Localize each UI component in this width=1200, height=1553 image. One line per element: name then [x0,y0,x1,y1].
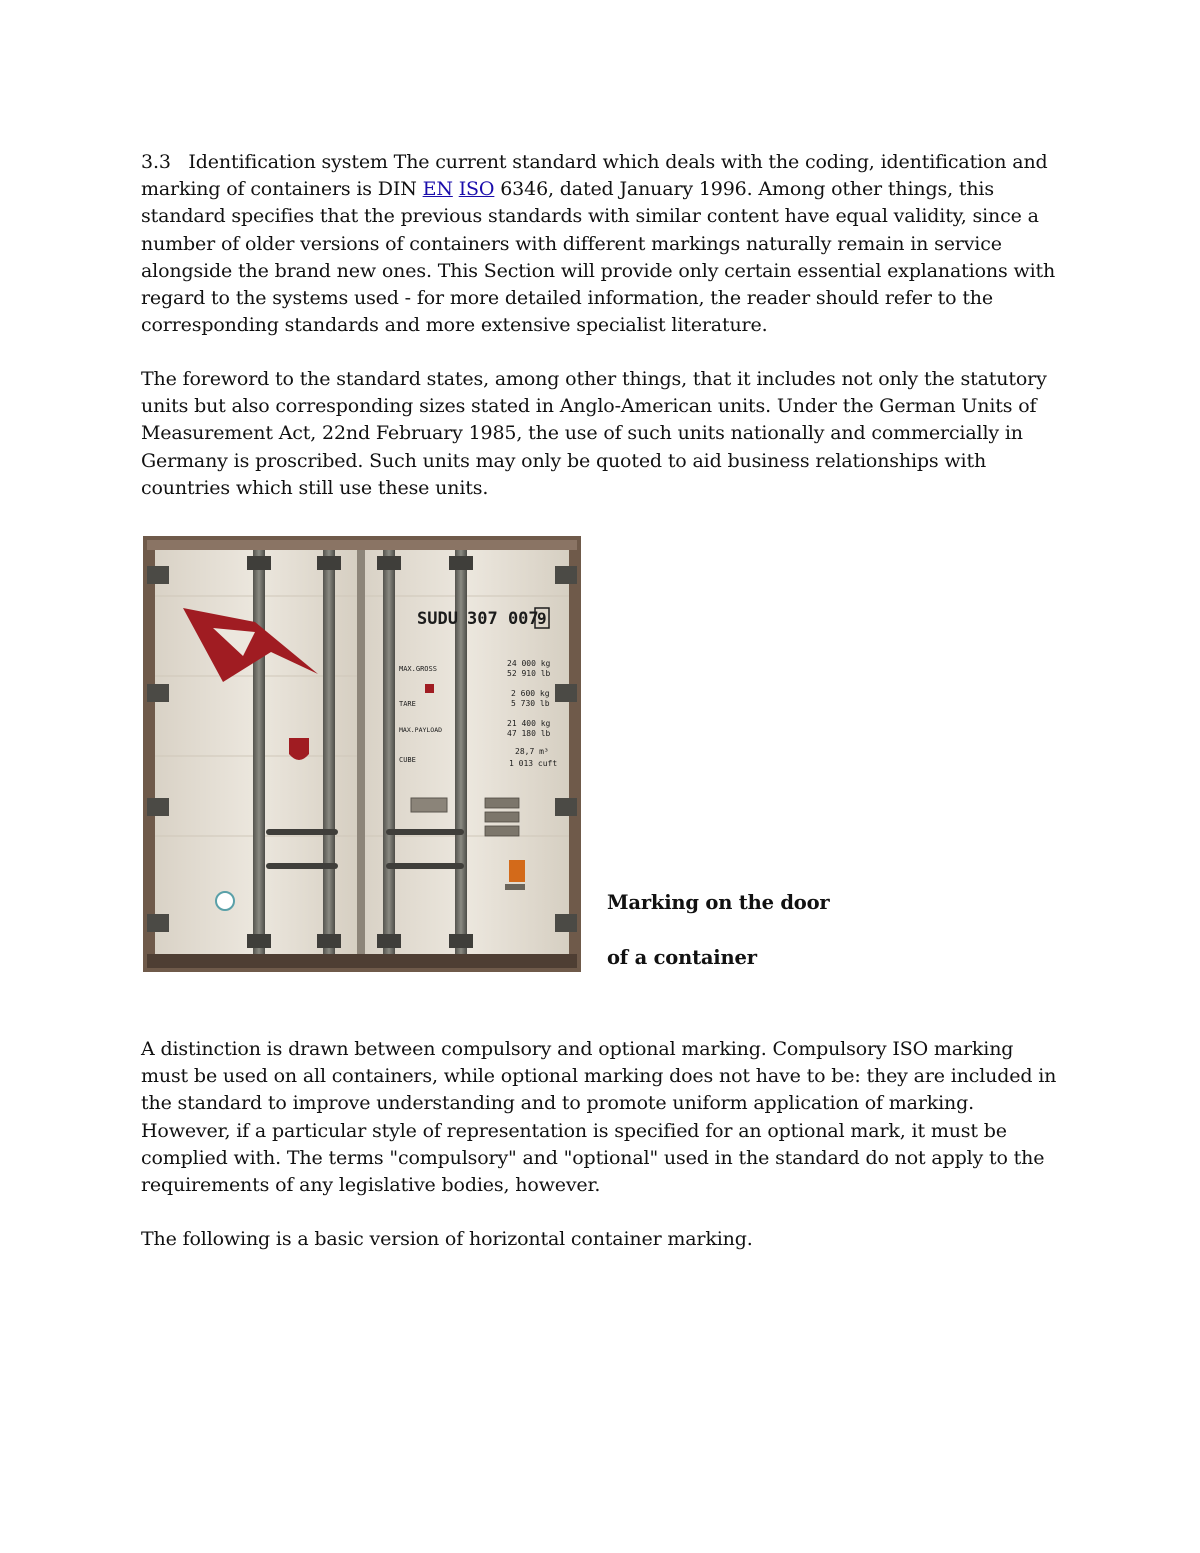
round-sticker [216,892,234,910]
row-label-max-gross: MAX.GROSS [399,665,437,673]
csc-plates [485,798,519,836]
figure-caption-line1: Marking on the door [607,891,830,914]
row-label-max-payload: MAX.PAYLOAD [399,726,443,734]
row-label-cube: CUBE [399,756,416,764]
row-value-cube-cuft: 1 013 cuft [509,759,558,768]
figure-caption-line2: of a container [607,946,757,969]
paragraph-compulsory-optional: A distinction is drawn between compulsory and optional marking. Compulsory ISO marking must be used on all containers, while optional marking does not have to be: they are included in the standard to improve understanding and to promote uniform application of marking. However, if a particular style of representation is specified for an optional mark, it must be complied with. The terms "compulsory" and "optional" used in the standard do not apply to the requirements of any legislative bodies, however. [141,1038,1057,1197]
check-digit: 9 [537,609,547,628]
owner-code: SUDU [417,609,458,629]
serial-number: 307 007 [467,609,539,629]
paragraph-horizontal-marking: The following is a basic version of horizontal container marking. [141,1228,753,1250]
link-iso[interactable]: ISO [458,178,495,201]
row-value-payload-lb: 47 180 lb [507,729,551,738]
warning-label [509,860,525,882]
row-value-max-gross-lb: 52 910 lb [507,669,551,678]
door-plate-left [411,798,447,812]
row-label-tare: TARE [399,700,416,708]
row-value-tare-lb: 5 730 lb [511,699,550,708]
tare-sticker [425,684,434,693]
row-value-cube-m3: 28,7 m³ [515,747,549,756]
paragraph-text: 6346, dated January 1996. Among other things, this standard specifies that the previous standards with similar content have equal validity, since a number of older versions of containers with different markings naturally remain in service alongside the brand new ones. This Section will provide only certain essential explanations with regard to the systems used - for more detailed information, the reader should refer to the corresponding standards and more extensive specialist literature. [141,178,1056,337]
container-door-photo [143,536,581,972]
paragraph-text: 3.3 Identification system The current standard which deals with the coding, identification and marking of containers is DIN [141,151,1048,201]
row-value-max-gross-kg: 24 000 kg [507,659,551,668]
red-shield [289,738,309,760]
link-en[interactable]: EN [422,178,453,201]
paragraph-foreword: The foreword to the standard states, among other things, that it includes not only the statutory units but also corresponding sizes stated in Anglo-American units. Under the German Units of Measurement Act, 22nd February 1985, the use of such units nationally and commercially in Germany is proscribed. Such units may only be quoted to aid business relationships with countries which still use these units. [141,368,1047,499]
row-value-tare-kg: 2 600 kg [511,689,550,698]
paragraph-identification-system [141,149,1061,339]
row-value-payload-kg: 21 400 kg [507,719,551,728]
